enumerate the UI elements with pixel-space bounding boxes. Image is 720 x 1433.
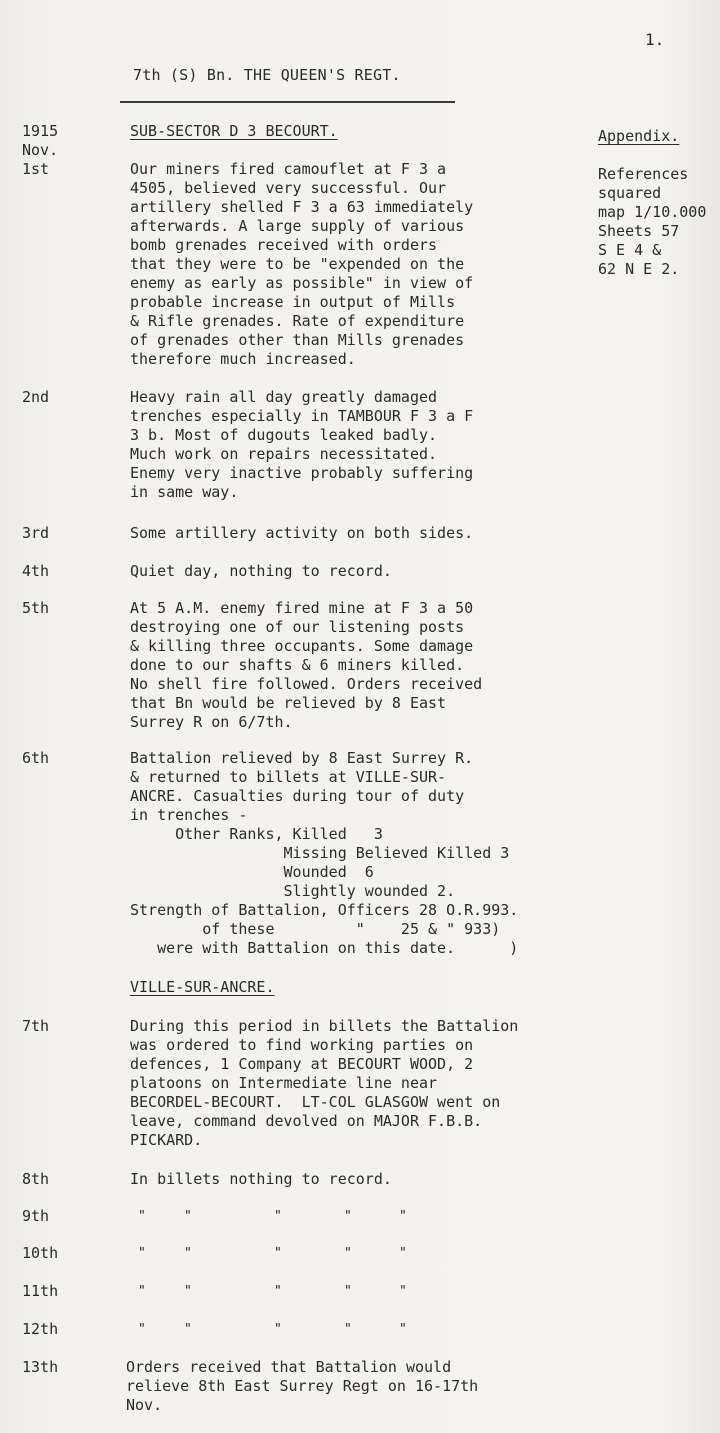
ditto-mark: " xyxy=(344,1209,352,1224)
appendix-heading: Appendix. xyxy=(598,127,680,145)
ditto-mark: " xyxy=(344,1284,352,1299)
entry-text-nov-13: Orders received that Battalion would relieve 8th East Surrey Regt on 16-17th Nov. xyxy=(126,1358,479,1414)
entry-date-nov-11: 11th xyxy=(22,1282,59,1300)
ditto-mark: " xyxy=(138,1322,146,1337)
ditto-mark: " xyxy=(184,1246,192,1261)
ditto-mark: " xyxy=(274,1284,282,1299)
section-heading-becourt: SUB-SECTOR D 3 BECOURT. xyxy=(130,122,338,140)
entry-date-nov-4: 4th xyxy=(22,562,50,580)
ditto-mark: " xyxy=(274,1246,282,1261)
ditto-mark: " xyxy=(138,1246,146,1261)
ditto-mark: " xyxy=(184,1209,192,1224)
entry-text-nov-6: Battalion relieved by 8 East Surrey R. & returned to billets at VILLE-SUR- ANCRE. Casualties during tour of duty in trenches - Other Ranks, Killed 3 Missing Believed Killed 3 Wounded 6 Slightly wounded 2. Strength of Battalion, Officers 28 O.R.993. of these " 25 & " 933) were with Battalion on this date. ) xyxy=(130,749,519,957)
ditto-mark: " xyxy=(399,1209,407,1224)
entry-date-nov-10: 10th xyxy=(22,1244,59,1262)
entry-text-nov-1: Our miners fired camouflet at F 3 a 4505, believed very successful. Our artillery shelled F 3 a 63 immediately afterwards. A large supply of various bomb grenades received with orders that they were to be "expended on the enemy as early as possible" in view of probable increase in output of Mills & Rifle grenades. Rate of expenditure of grenades other than Mills grenades therefore much increased. xyxy=(130,160,474,368)
entry-date-nov-8: 8th xyxy=(22,1170,50,1188)
entry-date-nov-2: 2nd xyxy=(22,388,50,406)
ditto-mark: " xyxy=(138,1209,146,1224)
entry-date-nov-1: 1915 Nov. 1st xyxy=(22,122,59,178)
ditto-mark: " xyxy=(184,1322,192,1337)
entry-text-nov-5: At 5 A.M. enemy fired mine at F 3 a 50 destroying one of our listening posts & killing three occupants. Some damage done to our shafts & 6 miners killed. No shell fire followed. Orders received that Bn would be relieved by 8 East Surrey R on 6/7th. xyxy=(130,599,483,731)
appendix-references: References squared map 1/10.000 Sheets 57 S E 4 & 62 N E 2. xyxy=(598,165,707,278)
ditto-mark: " xyxy=(274,1209,282,1224)
ditto-mark: " xyxy=(344,1322,352,1337)
ditto-mark: " xyxy=(138,1284,146,1299)
entry-date-nov-7: 7th xyxy=(22,1017,50,1035)
ditto-mark: " xyxy=(274,1322,282,1337)
entry-text-nov-7: During this period in billets the Battalion was ordered to find working parties on defences, 1 Company at BECOURT WOOD, 2 platoons on Intermediate line near BECORDEL-BECOURT. LT-COL GLASGOW went on leave, command devolved on MAJOR F.B.B. PICKARD. xyxy=(130,1017,519,1149)
entry-text-nov-4: Quiet day, nothing to record. xyxy=(130,562,392,580)
ditto-mark: " xyxy=(344,1246,352,1261)
ditto-mark: " xyxy=(399,1322,407,1337)
entry-date-nov-6: 6th xyxy=(22,749,50,767)
entry-text-nov-8: In billets nothing to record. xyxy=(130,1170,392,1188)
entry-date-nov-13: 13th xyxy=(22,1358,59,1376)
ditto-mark: " xyxy=(184,1284,192,1299)
entry-text-nov-3: Some artillery activity on both sides. xyxy=(130,524,474,542)
ditto-mark: " xyxy=(399,1246,407,1261)
page-number: 1. xyxy=(645,30,665,49)
ditto-mark: " xyxy=(399,1284,407,1299)
entry-date-nov-12: 12th xyxy=(22,1320,59,1338)
entry-date-nov-9: 9th xyxy=(22,1207,50,1225)
unit-title: 7th (S) Bn. THE QUEEN'S REGT. xyxy=(133,66,401,84)
entry-date-nov-5: 5th xyxy=(22,599,50,617)
section-heading-ville-sur-ancre: VILLE-SUR-ANCRE. xyxy=(130,978,275,996)
entry-date-nov-3: 3rd xyxy=(22,524,50,542)
header-rule xyxy=(120,101,455,103)
entry-text-nov-2: Heavy rain all day greatly damaged trenches especially in TAMBOUR F 3 a F 3 b. Most of dugouts leaked badly. Much work on repairs necessitated. Enemy very inactive probably suffering in same way. xyxy=(130,388,474,501)
